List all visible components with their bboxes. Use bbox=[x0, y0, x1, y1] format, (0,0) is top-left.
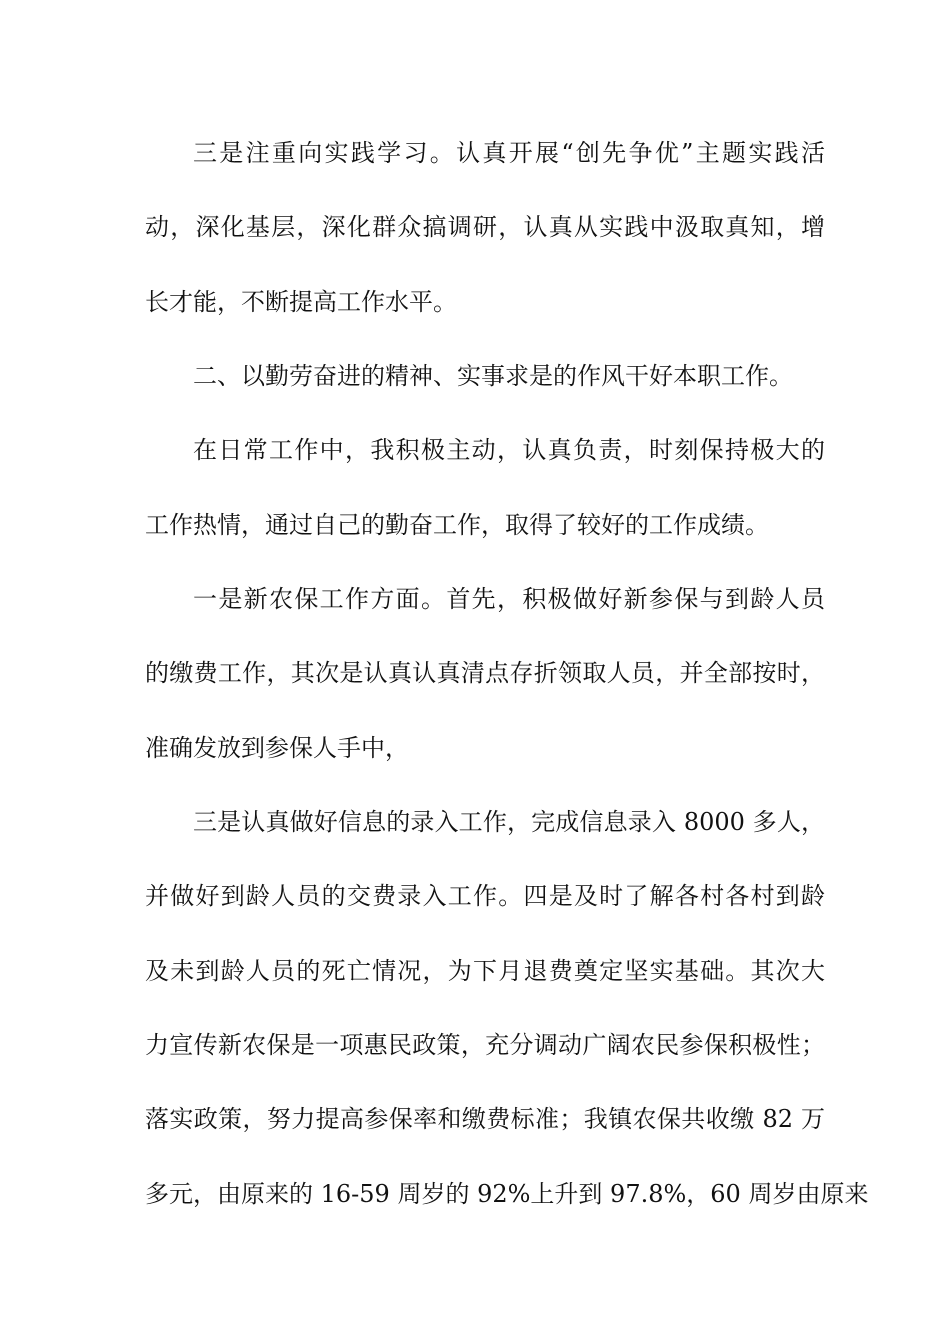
text-line: 多元，由原来的 16-59 周岁的 92%上升到 97.8%，60 周岁由原来 bbox=[145, 1180, 869, 1208]
text-line: 准确发放到参保人手中， bbox=[145, 734, 409, 762]
section-heading: 二、以勤劳奋进的精神、实事求是的作风干好本职工作。 bbox=[193, 362, 793, 390]
text-line: 工作热情，通过自己的勤奋工作，取得了较好的工作成绩。 bbox=[145, 511, 769, 539]
text-line: 的缴费工作，其次是认真认真清点存折领取人员，并全部按时， bbox=[145, 659, 825, 687]
text-line: 及未到龄人员的死亡情况，为下月退费奠定坚实基础。其次大 bbox=[145, 957, 825, 985]
text-line: 在日常工作中，我积极主动，认真负责，时刻保持极大的 bbox=[193, 436, 825, 464]
text-line: 并做好到龄人员的交费录入工作。四是及时了解各村各村到龄 bbox=[145, 882, 825, 910]
text-line: 落实政策，努力提高参保率和缴费标准；我镇农保共收缴 82 万 bbox=[145, 1105, 825, 1133]
text-line: 动，深化基层，深化群众搞调研，认真从实践中汲取真知，增 bbox=[145, 213, 825, 241]
text-line: 三是认真做好信息的录入工作，完成信息录入 8000 多人， bbox=[193, 808, 825, 836]
text-line: 三是注重向实践学习。认真开展“创先争优”主题实践活 bbox=[193, 139, 825, 167]
text-line: 一是新农保工作方面。首先，积极做好新参保与到龄人员 bbox=[193, 585, 825, 613]
text-line: 力宣传新农保是一项惠民政策，充分调动广阔农民参保积极性； bbox=[145, 1031, 825, 1059]
text-line: 长才能，不断提高工作水平。 bbox=[145, 288, 457, 316]
